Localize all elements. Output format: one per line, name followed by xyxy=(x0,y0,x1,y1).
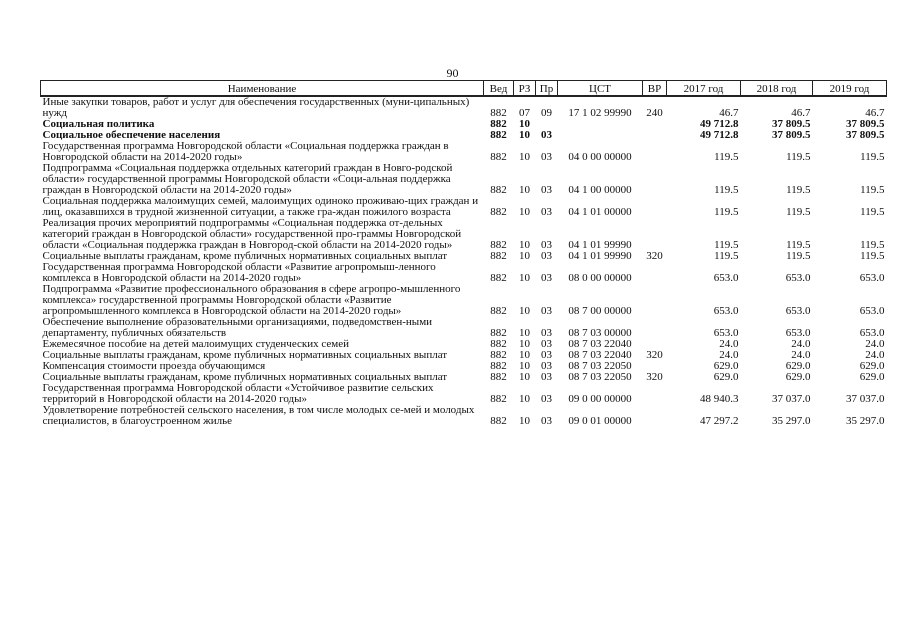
cell-cst: 08 7 03 00000 xyxy=(568,327,632,339)
cell-2017: 48 940.3 xyxy=(700,393,739,405)
cell-name: Подпрограмма «Развитие профессионального образования в сфере агропро-мышленного комплекса» государственной программы Новгородской области «Развитие агропромышленного комплекса в Новгородской области на 2014-2020 годы» xyxy=(42,283,461,317)
cell-2017: 24.0 xyxy=(719,349,739,361)
table-row xyxy=(41,163,887,196)
cell-vr xyxy=(643,119,667,130)
cell-rz: 10 xyxy=(519,349,530,361)
cell-2018: 37 037.0 xyxy=(772,393,811,405)
table-header-row xyxy=(41,81,887,97)
cell-cst: 08 7 03 22040 xyxy=(568,338,632,350)
cell-rz: 10 xyxy=(519,250,530,262)
cell-2017: 119.5 xyxy=(714,151,739,163)
cell-vr: 320 xyxy=(646,371,663,383)
cell-2019: 24.0 xyxy=(865,338,885,350)
header-2017: 2017 год xyxy=(667,81,741,97)
cell-2018: 37 809.5 xyxy=(772,118,811,130)
cell-name: Социальная политика xyxy=(42,118,155,130)
cell-cst: 08 7 03 22050 xyxy=(568,371,632,383)
cell-rz: 10 xyxy=(519,184,530,196)
cell-rz: 10 xyxy=(519,327,530,339)
cell-rz: 10 xyxy=(519,129,530,141)
cell-vr: 320 xyxy=(646,349,663,361)
header-pr: Пр xyxy=(536,81,558,97)
cell-pr: 03 xyxy=(541,327,552,339)
cell-name: Социальная поддержка малоимущих семей, малоимущих одиноко проживаю-щих граждан и лиц, оказавшихся в трудной жизненной ситуации, а также гра-ждан пожилого возраста xyxy=(42,195,479,218)
table-row xyxy=(41,317,887,339)
table-row xyxy=(41,262,887,284)
table-body xyxy=(41,96,887,427)
cell-pr: 03 xyxy=(541,393,552,405)
cell-2017: 629.0 xyxy=(713,371,739,383)
cell-2018: 35 297.0 xyxy=(772,415,811,427)
cell-2017: 46.7 xyxy=(719,107,739,119)
cell-2018: 119.5 xyxy=(786,239,811,251)
cell-name: Ежемесячное пособие на детей малоимущих студенческих семей xyxy=(42,338,349,350)
cell-2018: 37 809.5 xyxy=(772,129,811,141)
cell-cst: 17 1 02 99990 xyxy=(568,107,632,119)
table-row xyxy=(41,405,887,427)
cell-rz: 10 xyxy=(519,118,530,130)
cell-ved: 882 xyxy=(490,206,507,218)
cell-2019: 119.5 xyxy=(860,206,885,218)
table-row xyxy=(41,218,887,251)
cell-cst: 08 7 00 00000 xyxy=(568,305,632,317)
cell-cst: 09 0 01 00000 xyxy=(568,415,632,427)
table-row xyxy=(41,141,887,163)
cell-2017: 24.0 xyxy=(719,338,739,350)
cell-pr: 03 xyxy=(541,239,552,251)
cell-name: Подпрограмма «Социальная поддержка отдельных категорий граждан в Новго-родской области» государственной программы Новгородской области «Соци-альная поддержка граждан в Новгородской области на 2014-2020 годы» xyxy=(42,162,453,196)
cell-pr: 03 xyxy=(541,184,552,196)
cell-rz: 10 xyxy=(519,415,530,427)
page-number: 90 xyxy=(446,66,459,80)
cell-2017: 47 297.2 xyxy=(700,415,739,427)
cell-2019: 24.0 xyxy=(865,349,885,361)
cell-2018: 629.0 xyxy=(785,360,811,372)
cell-ved: 882 xyxy=(490,327,507,339)
cell-2019: 629.0 xyxy=(859,360,885,372)
cell-2019: 37 809.5 xyxy=(846,118,885,130)
cell-vr xyxy=(643,317,667,339)
cell-vr xyxy=(643,141,667,163)
cell-2019: 119.5 xyxy=(860,184,885,196)
cell-2019: 37 809.5 xyxy=(846,129,885,141)
cell-vr xyxy=(643,284,667,317)
cell-2018: 24.0 xyxy=(791,338,811,350)
cell-vr xyxy=(643,130,667,141)
cell-vr xyxy=(643,163,667,196)
cell-2017: 49 712.8 xyxy=(700,129,739,141)
cell-ved: 882 xyxy=(490,151,507,163)
cell-rz: 10 xyxy=(519,272,530,284)
header-vr: ВР xyxy=(643,81,667,97)
cell-ved: 882 xyxy=(490,118,507,130)
cell-rz: 10 xyxy=(519,393,530,405)
header-name: Наименование xyxy=(41,81,484,97)
cell-2019: 629.0 xyxy=(859,371,885,383)
cell-2018: 24.0 xyxy=(791,349,811,361)
cell-name: Удовлетворение потребностей сельского населения, в том числе молодых се-мей и молодых специалистов, в благоустроенном жилье xyxy=(42,404,475,427)
cell-cst xyxy=(558,119,643,130)
cell-cst: 08 0 00 00000 xyxy=(568,272,632,284)
cell-vr: 240 xyxy=(646,107,663,119)
cell-ved: 882 xyxy=(490,371,507,383)
header-2019: 2019 год xyxy=(813,81,887,97)
cell-name: Иные закупки товаров, работ и услуг для обеспечения государственных (муни-ципальных) нужд xyxy=(42,96,470,119)
cell-2017: 629.0 xyxy=(713,360,739,372)
cell-name: Государственная программа Новгородской области «Социальная поддержка граждан в Новгородской области на 2014-2020 годы» xyxy=(42,140,449,163)
table-row xyxy=(41,383,887,405)
cell-2017: 119.5 xyxy=(714,206,739,218)
cell-pr: 03 xyxy=(541,206,552,218)
cell-2019: 35 297.0 xyxy=(846,415,885,427)
cell-2019: 119.5 xyxy=(860,151,885,163)
cell-2017: 119.5 xyxy=(714,250,739,262)
table-row xyxy=(41,284,887,317)
cell-rz: 10 xyxy=(519,305,530,317)
cell-vr xyxy=(643,262,667,284)
cell-2017: 119.5 xyxy=(714,184,739,196)
cell-pr: 03 xyxy=(541,360,552,372)
cell-2018: 119.5 xyxy=(786,151,811,163)
cell-name: Обеспечение выполнение образовательными организациями, подведомствен-ными департаменту, публичных обязательств xyxy=(42,316,433,339)
cell-ved: 882 xyxy=(490,272,507,284)
cell-2018: 629.0 xyxy=(785,371,811,383)
cell-ved: 882 xyxy=(490,129,507,141)
cell-ved: 882 xyxy=(490,360,507,372)
cell-pr: 03 xyxy=(541,415,552,427)
cell-pr: 03 xyxy=(541,129,552,141)
cell-name: Социальные выплаты гражданам, кроме публичных нормативных социальных выплат xyxy=(42,349,448,361)
cell-pr: 09 xyxy=(541,107,552,119)
cell-rz: 10 xyxy=(519,338,530,350)
cell-rz: 10 xyxy=(519,371,530,383)
cell-name: Социальное обеспечение населения xyxy=(42,129,221,141)
budget-table xyxy=(40,80,887,427)
cell-name: Реализация прочих мероприятий подпрограммы «Социальная поддержка от-дельных категорий граждан в Новгородской области» государственной про-граммы Новгородской области «Социальная поддержка граждан в Новгород-ской области на 2014-2020 годы» xyxy=(42,217,462,251)
cell-vr xyxy=(643,196,667,218)
cell-2019: 653.0 xyxy=(859,272,885,284)
cell-pr: 03 xyxy=(541,151,552,163)
header-ved: Вед xyxy=(484,81,514,97)
cell-2019: 119.5 xyxy=(860,239,885,251)
cell-rz: 07 xyxy=(519,107,530,119)
header-rz: РЗ xyxy=(514,81,536,97)
cell-2018: 653.0 xyxy=(785,272,811,284)
cell-2017: 49 712.8 xyxy=(700,118,739,130)
cell-ved: 882 xyxy=(490,349,507,361)
cell-ved: 882 xyxy=(490,305,507,317)
cell-cst: 08 7 03 22050 xyxy=(568,360,632,372)
cell-name: Государственная программа Новгородской области «Развитие агропромыш-ленного комплекса в Новгородской области на 2014-2020 годы» xyxy=(42,261,436,284)
cell-vr xyxy=(643,405,667,427)
cell-2018: 653.0 xyxy=(785,305,811,317)
cell-pr: 03 xyxy=(541,272,552,284)
header-2018: 2018 год xyxy=(741,81,813,97)
cell-pr: 03 xyxy=(541,305,552,317)
cell-2019: 653.0 xyxy=(859,305,885,317)
cell-name: Социальные выплаты гражданам, кроме публичных нормативных социальных выплат xyxy=(42,250,448,262)
header-cst: ЦСТ xyxy=(558,81,643,97)
cell-cst: 04 1 01 99990 xyxy=(568,239,632,251)
cell-pr: 03 xyxy=(541,338,552,350)
cell-name: Государственная программа Новгородской области «Устойчивое развитие сельских территорий в Новгородской области на 2014-2020 годы» xyxy=(42,382,434,405)
cell-cst: 08 7 03 22040 xyxy=(568,349,632,361)
cell-cst xyxy=(558,130,643,141)
cell-2018: 46.7 xyxy=(791,107,811,119)
cell-ved: 882 xyxy=(490,184,507,196)
cell-cst: 04 0 00 00000 xyxy=(568,151,632,163)
cell-rz: 10 xyxy=(519,360,530,372)
cell-vr xyxy=(643,383,667,405)
cell-pr: 03 xyxy=(541,250,552,262)
cell-cst: 04 1 01 00000 xyxy=(568,206,632,218)
cell-2019: 37 037.0 xyxy=(846,393,885,405)
cell-ved: 882 xyxy=(490,107,507,119)
cell-2019: 653.0 xyxy=(859,327,885,339)
cell-pr: 03 xyxy=(541,349,552,361)
cell-cst: 04 1 01 99990 xyxy=(568,250,632,262)
cell-2018: 119.5 xyxy=(786,250,811,262)
cell-ved: 882 xyxy=(490,250,507,262)
cell-ved: 882 xyxy=(490,415,507,427)
cell-ved: 882 xyxy=(490,239,507,251)
cell-2019: 119.5 xyxy=(860,250,885,262)
cell-name: Социальные выплаты гражданам, кроме публичных нормативных социальных выплат xyxy=(42,371,448,383)
cell-cst: 09 0 00 00000 xyxy=(568,393,632,405)
cell-vr xyxy=(643,218,667,251)
cell-cst: 04 1 00 00000 xyxy=(568,184,632,196)
cell-2019: 46.7 xyxy=(865,107,885,119)
cell-2018: 119.5 xyxy=(786,184,811,196)
cell-2017: 653.0 xyxy=(713,305,739,317)
cell-2017: 653.0 xyxy=(713,327,739,339)
cell-ved: 882 xyxy=(490,393,507,405)
cell-2018: 119.5 xyxy=(786,206,811,218)
cell-2017: 119.5 xyxy=(714,239,739,251)
cell-rz: 10 xyxy=(519,151,530,163)
cell-rz: 10 xyxy=(519,206,530,218)
cell-vr: 320 xyxy=(646,250,663,262)
cell-pr: 03 xyxy=(541,371,552,383)
table-row xyxy=(41,196,887,218)
cell-2018: 653.0 xyxy=(785,327,811,339)
cell-2017: 653.0 xyxy=(713,272,739,284)
table-row xyxy=(41,96,887,119)
cell-ved: 882 xyxy=(490,338,507,350)
cell-name: Компенсация стоимости проезда обучающимся xyxy=(42,360,266,372)
cell-rz: 10 xyxy=(519,239,530,251)
